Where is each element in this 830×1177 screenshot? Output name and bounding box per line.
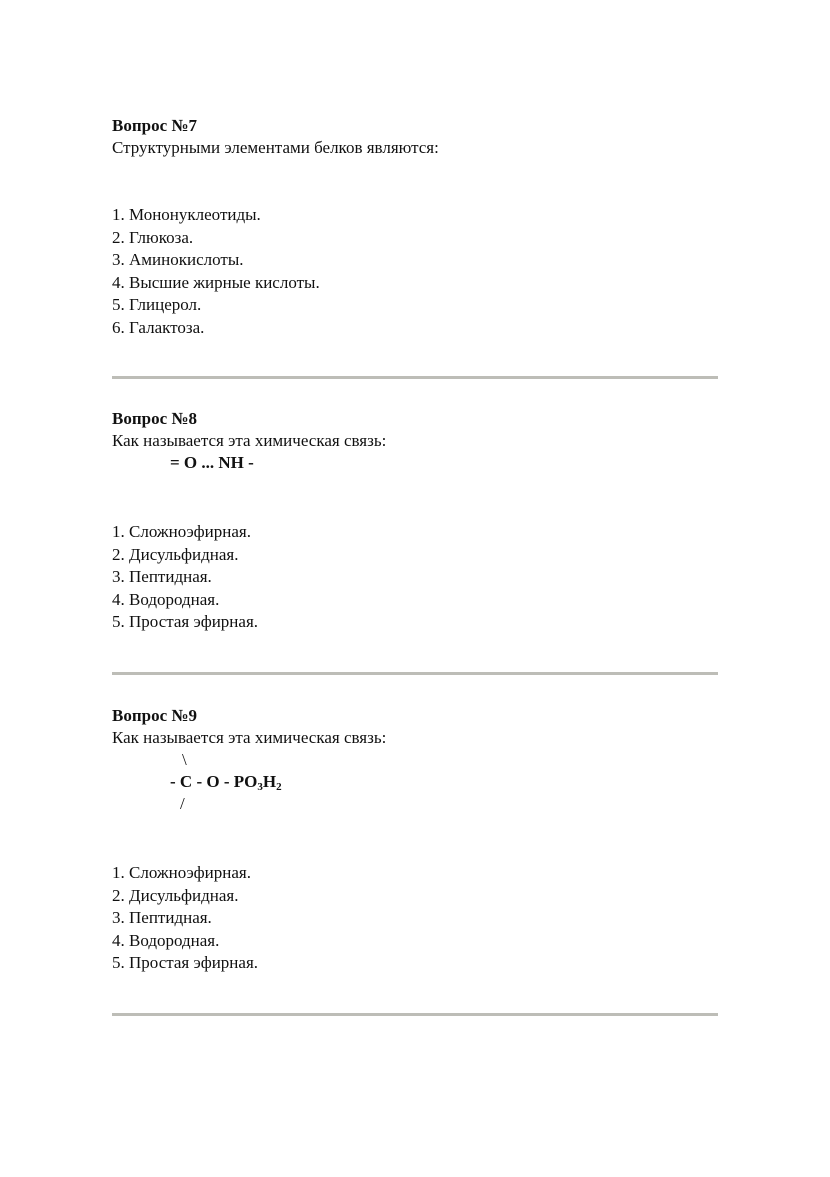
answer-option: 3. Пептидная. (112, 908, 212, 928)
answer-option: 4. Водородная. (112, 930, 220, 950)
answer-option: 2. Дисульфидная. (112, 544, 239, 564)
divider (112, 376, 718, 379)
answer-option: 1. Мононуклеотиды. (112, 205, 261, 224)
divider (112, 672, 718, 675)
answer-list (112, 862, 718, 975)
answer-list (112, 204, 718, 340)
question-7 (112, 115, 718, 159)
answer-option: 2. Дисульфидная. (112, 885, 239, 905)
question-9 (112, 705, 718, 815)
answer-option: 3. Аминокислоты. (112, 250, 244, 270)
question-text: Как называется эта химическая связь: (112, 728, 387, 747)
formula-part: H (262, 772, 277, 791)
question-text: Структурными элементами белков являются: (112, 138, 439, 157)
chemical-formula (112, 771, 718, 793)
answer-option: 5. Простая эфирная. (112, 953, 259, 973)
question-title: Вопрос №7 (112, 116, 197, 135)
question-8-options (112, 521, 718, 634)
answer-option: 5. Простая эфирная. (112, 612, 259, 632)
formula-subscript: 3 (257, 781, 263, 793)
question-9-options (112, 862, 718, 975)
chemical-formula: = O ... NH - (170, 453, 254, 472)
question-text: Как называется эта химическая связь: (112, 431, 387, 450)
answer-option: 5. Глицерол. (112, 295, 202, 315)
answer-option: 1. Сложноэфирная. (112, 863, 251, 882)
formula-bond-bottom: / (180, 794, 185, 813)
answer-option: 4. Высшие жирные кислоты. (112, 272, 320, 292)
question-7-options (112, 204, 718, 340)
question-title: Вопрос №8 (112, 409, 197, 428)
answer-option: 6. Галактоза. (112, 317, 205, 337)
formula-part: - C - O - PO (170, 772, 258, 791)
divider (112, 1013, 718, 1016)
formula-bond-top: \ (182, 750, 187, 769)
answer-list (112, 521, 718, 634)
answer-option: 3. Пептидная. (112, 567, 212, 587)
answer-option: 4. Водородная. (112, 589, 220, 609)
answer-option: 1. Сложноэфирная. (112, 522, 251, 541)
question-title: Вопрос №9 (112, 706, 197, 725)
question-8 (112, 408, 718, 474)
formula-subscript: 2 (276, 781, 282, 793)
answer-option: 2. Глюкоза. (112, 227, 194, 247)
